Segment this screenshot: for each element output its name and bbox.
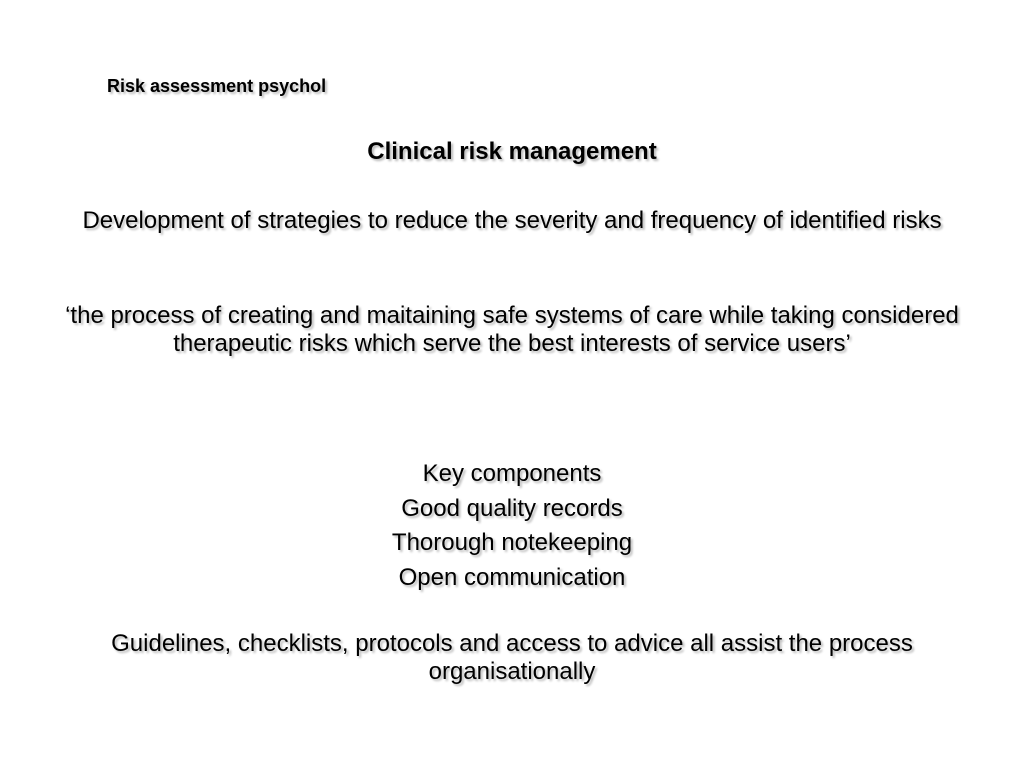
list-item: Good quality records — [401, 494, 623, 522]
list-item: Thorough notekeeping — [391, 529, 633, 556]
key-components-list — [60, 457, 964, 595]
definition-quote: ‘the process of creating and maitaining safe systems of care while taking considered therapeutic risks which serve the best interests of service users’ — [65, 302, 959, 357]
list-item: Key components — [422, 460, 602, 487]
guidelines-paragraph: Guidelines, checklists, protocols and access to advice all assist the process organisationally — [111, 630, 913, 685]
list-item: Open communication — [398, 563, 626, 591]
slide-header: Risk assessment psychol — [107, 76, 327, 96]
development-paragraph: Development of strategies to reduce the severity and frequency of identified risks — [82, 207, 942, 234]
slide-heading: Clinical risk management — [367, 138, 657, 165]
